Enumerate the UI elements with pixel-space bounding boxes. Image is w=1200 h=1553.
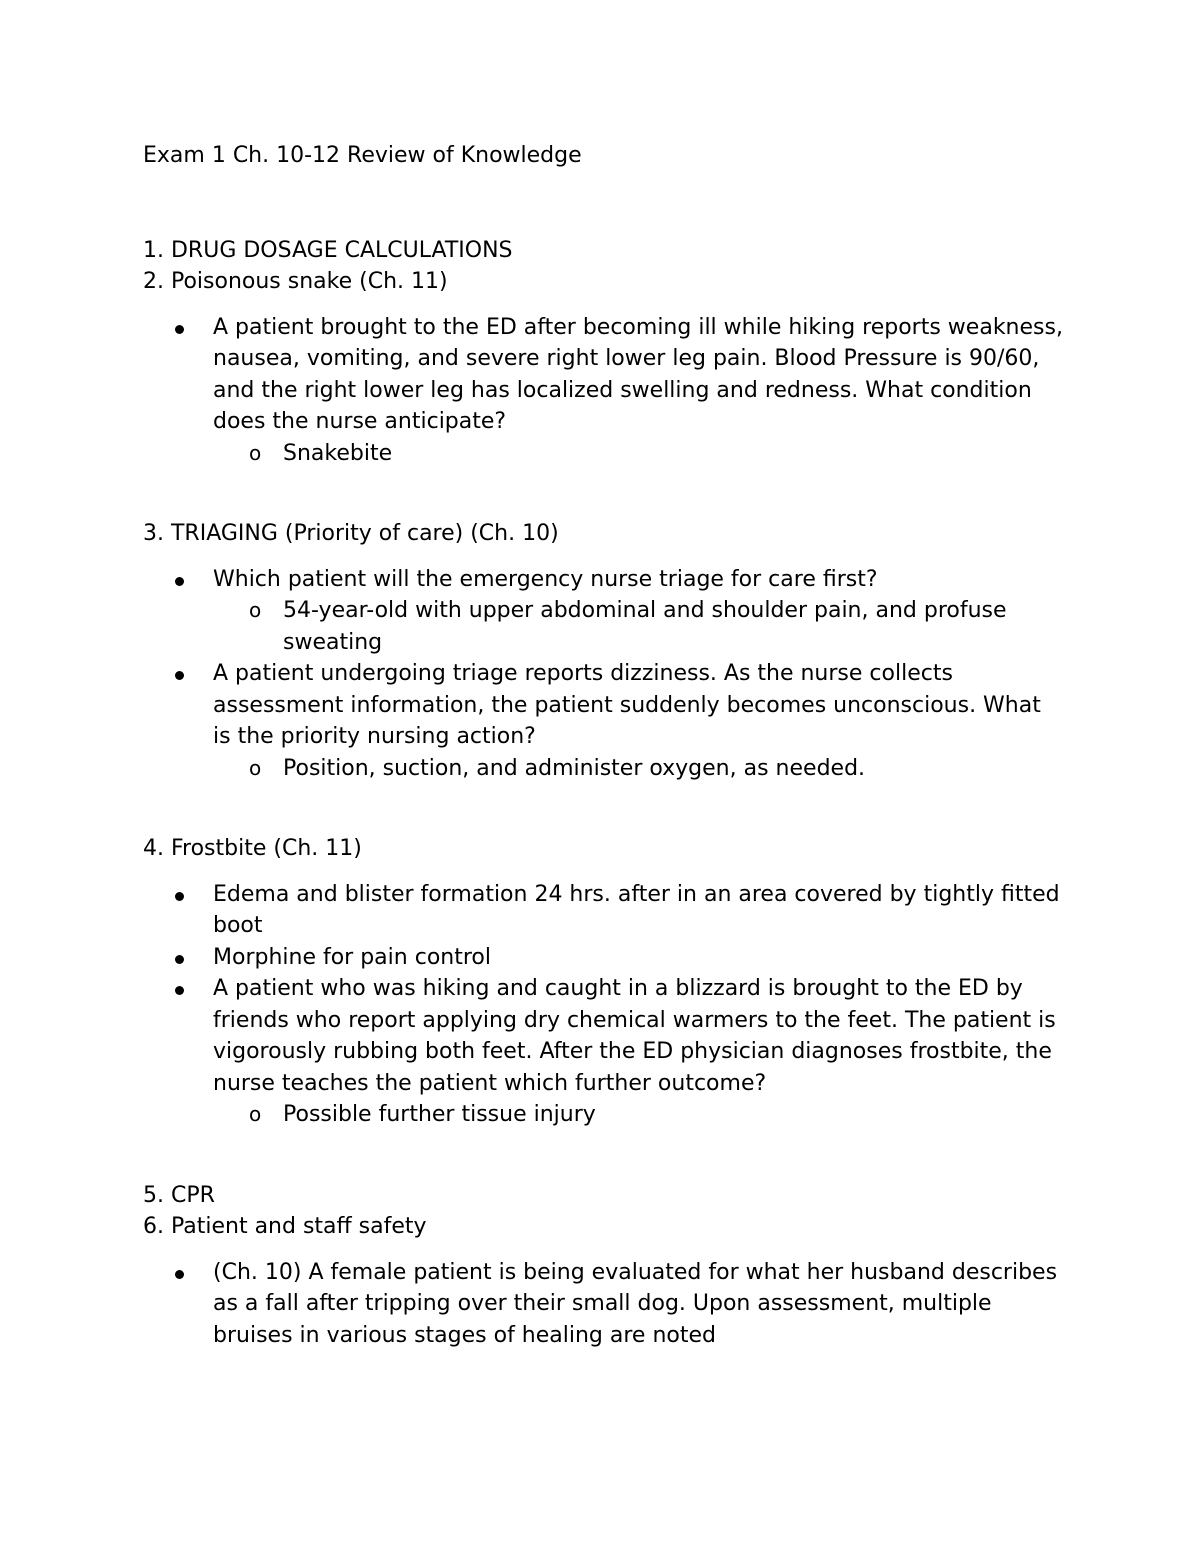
hollow-bullet-icon: o bbox=[249, 598, 262, 622]
hollow-bullet-icon: o bbox=[249, 440, 262, 465]
section-heading-safety: 6. Patient and staff safety bbox=[143, 1214, 427, 1239]
list-item bbox=[143, 1257, 1063, 1352]
frostbite-question-list bbox=[143, 879, 1063, 1131]
question-text: A patient undergoing triage reports dizziness. As the nurse collects assessment information, the patient suddenly becomes unconscious. What is the priority nursing action? bbox=[213, 661, 1041, 749]
answer-list bbox=[213, 595, 1063, 658]
answer-text: Position, suction, and administer oxygen, as needed. bbox=[283, 755, 866, 781]
answer-list bbox=[213, 438, 1063, 470]
hollow-bullet-icon: o bbox=[249, 1102, 262, 1126]
list-item bbox=[143, 312, 1063, 470]
answer-text: 54-year-old with upper abdominal and shoulder pain, and profuse sweating bbox=[283, 598, 1007, 655]
hollow-bullet-icon: o bbox=[249, 755, 262, 780]
question-text: A patient brought to the ED after becoming ill while hiking reports weakness, nausea, vomiting, and severe right lower leg pain. Blood Pressure is 90/60, and the right lower leg has localized swelling and redness. What condition does the nurse anticipate? bbox=[213, 314, 1063, 434]
section-heading-cpr: 5. CPR bbox=[143, 1182, 215, 1208]
bullet-icon bbox=[175, 325, 184, 334]
answer-list bbox=[213, 753, 1063, 785]
answer-text: Possible further tissue injury bbox=[283, 1102, 596, 1127]
answer-item bbox=[213, 1099, 1063, 1131]
bullet-icon bbox=[175, 577, 184, 586]
question-text: (Ch. 10) A female patient is being evaluated for what her husband describes as a fall after tripping over their small dog. Upon assessment, multiple bruises in various stages of healing are noted bbox=[213, 1259, 1058, 1348]
question-text: Which patient will the emergency nurse triage for care first? bbox=[213, 566, 878, 592]
document-page bbox=[143, 140, 1063, 1351]
list-item bbox=[143, 564, 1063, 659]
question-text: A patient who was hiking and caught in a blizzard is brought to the ED by friends who report applying dry chemical warmers to the feet. The patient is vigorously rubbing both feet. After the ED physician diagnoses frostbite, the nurse teaches the patient which further outcome? bbox=[213, 976, 1056, 1096]
list-item bbox=[143, 973, 1063, 1131]
answer-item bbox=[213, 753, 1063, 785]
bullet-icon bbox=[175, 671, 184, 680]
question-text: Edema and blister formation 24 hrs. after in an area covered by tightly fitted boot bbox=[213, 881, 1060, 938]
list-item bbox=[143, 658, 1063, 784]
snake-question-list bbox=[143, 312, 1063, 470]
section-heading-poisonous-snake: 2. Poisonous snake (Ch. 11) bbox=[143, 269, 448, 294]
triage-question-list bbox=[143, 564, 1063, 785]
bullet-icon bbox=[175, 986, 184, 995]
answer-item bbox=[213, 595, 1063, 658]
bullet-icon bbox=[175, 1270, 184, 1279]
list-item bbox=[143, 879, 1063, 942]
answer-list bbox=[213, 1099, 1063, 1131]
safety-question-list bbox=[143, 1257, 1063, 1352]
bullet-icon bbox=[175, 892, 184, 901]
question-text: Morphine for pain control bbox=[213, 944, 491, 970]
answer-text: Snakebite bbox=[283, 440, 393, 466]
section-heading-triaging: 3. TRIAGING (Priority of care) (Ch. 10) bbox=[143, 521, 559, 546]
answer-item bbox=[213, 438, 1063, 470]
document-title: Exam 1 Ch. 10-12 Review of Knowledge bbox=[143, 143, 582, 168]
section-heading-frostbite: 4. Frostbite (Ch. 11) bbox=[143, 836, 362, 861]
bullet-icon bbox=[175, 955, 184, 964]
list-item bbox=[143, 942, 1063, 974]
section-heading-drug-dosage: 1. DRUG DOSAGE CALCULATIONS bbox=[143, 237, 513, 263]
